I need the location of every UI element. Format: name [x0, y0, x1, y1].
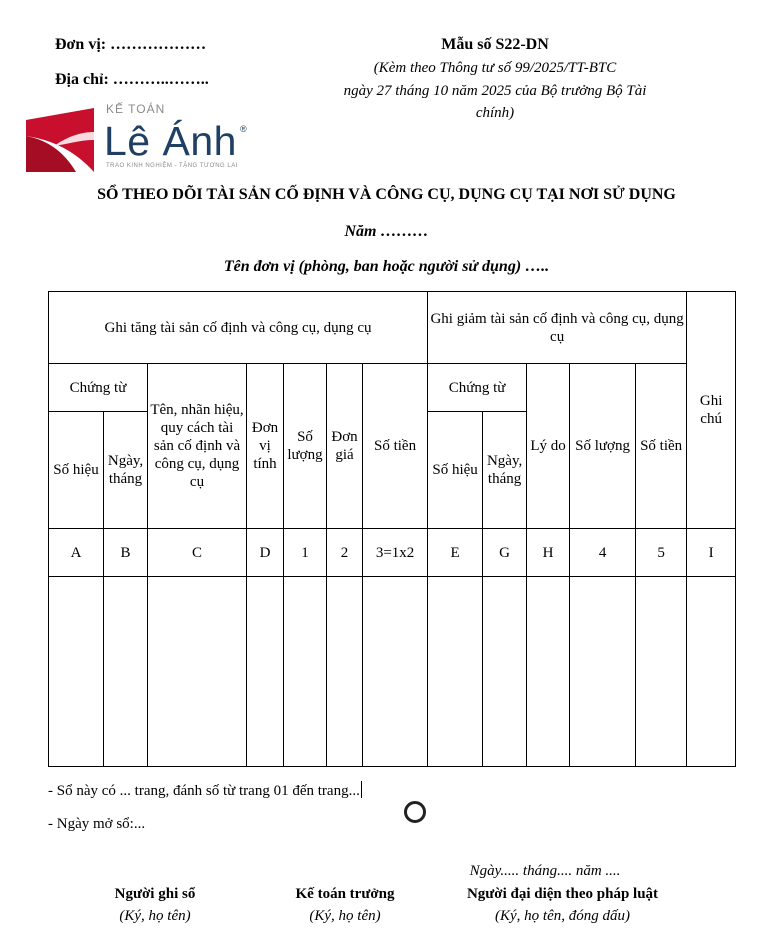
signer-bookkeeper-sub: (Ký, họ tên) [119, 908, 191, 924]
voucher-header-increase: Chứng từ [49, 364, 148, 412]
pages-note-text: - Sổ này có ... trang, đánh số từ trang 01 đến trang... [48, 783, 360, 799]
code-cell: 5 [636, 529, 687, 577]
table-row-empty [49, 577, 736, 767]
asset-name-header: Tên, nhãn hiệu, quy cách tài sản cố định và công cụ, dụng cụ [148, 364, 247, 529]
code-cell: 4 [570, 529, 636, 577]
logo-registered: ® [240, 124, 247, 134]
quantity-header-decrease: Số lượng [570, 364, 636, 529]
code-cell: G [483, 529, 527, 577]
signer-legal-representative-sub: (Ký, họ tên, đóng dấu) [495, 908, 630, 924]
logo-name: Lê Ánh [104, 118, 237, 164]
signer-chief-accountant-sub: (Ký, họ tên) [309, 908, 381, 924]
code-cell: A [49, 529, 104, 577]
circular-line-1: (Kèm theo Thông tư số 99/2025/TT-BTC [373, 60, 617, 76]
code-cell: 3=1x2 [363, 529, 428, 577]
code-cell: I [687, 529, 736, 577]
amount-header-increase: Số tiền [363, 364, 428, 529]
circular-line-3: chính) [475, 105, 515, 121]
year-line: Năm ……… [344, 223, 429, 240]
number-header-increase: Số hiệu [49, 412, 104, 529]
unit-header: Đơn vị tính [247, 364, 284, 529]
code-cell: H [527, 529, 570, 577]
date-header-increase: Ngày, tháng [104, 412, 148, 529]
logo-mark-icon [24, 106, 98, 174]
date-header-decrease: Ngày, tháng [483, 412, 527, 529]
unit-name-line: Tên đơn vị (phòng, ban hoặc người sử dụng) ….. [223, 258, 550, 275]
code-cell: C [148, 529, 247, 577]
voucher-header-decrease: Chứng từ [428, 364, 527, 412]
page-title: SỔ THEO DÕI TÀI SẢN CỐ ĐỊNH VÀ CÔNG CỤ, DỤNG CỤ TẠI NƠI SỬ DỤNG [97, 186, 676, 203]
code-cell: B [104, 529, 148, 577]
circular-line-2: ngày 27 tháng 10 năm 2025 của Bộ trưởng Bộ Tài [343, 83, 647, 99]
signer-bookkeeper: Người ghi sổ [114, 886, 196, 902]
code-cell: 1 [284, 529, 327, 577]
group-decrease-header: Ghi giảm tài sản cố định và công cụ, dụng cụ [428, 292, 687, 364]
pages-note [48, 781, 362, 800]
group-increase-header: Ghi tăng tài sản cố định và công cụ, dụng cụ [49, 292, 428, 364]
code-cell: D [247, 529, 284, 577]
code-cell: 2 [327, 529, 363, 577]
unit-label: Đơn vị: ……………… [55, 36, 207, 53]
cursor-ring-icon [404, 801, 426, 823]
signer-chief-accountant: Kế toán trưởng [295, 886, 395, 902]
open-date: - Ngày mở sổ:... [48, 816, 146, 832]
form-code: Mẫu số S22-DN [441, 36, 549, 53]
note-header: Ghi chú [687, 292, 736, 529]
asset-ledger-table [48, 291, 736, 767]
number-header-decrease: Số hiệu [428, 412, 483, 529]
amount-header-decrease: Số tiền [636, 364, 687, 529]
logo-small-text: KẾ TOÁN [106, 102, 166, 116]
date-line: Ngày..... tháng.... năm .... [469, 863, 621, 879]
code-cell: E [428, 529, 483, 577]
address-label: Địa chỉ: ………..…….. [55, 71, 209, 88]
unit-price-header: Đơn giá [327, 364, 363, 529]
signer-legal-representative: Người đại diện theo pháp luật [466, 886, 659, 902]
text-cursor [361, 781, 362, 798]
quantity-header-increase: Số lượng [284, 364, 327, 529]
logo-tagline: TRAO KINH NGHIỆM - TẶNG TƯƠNG LAI [106, 163, 238, 169]
reason-header: Lý do [527, 364, 570, 529]
